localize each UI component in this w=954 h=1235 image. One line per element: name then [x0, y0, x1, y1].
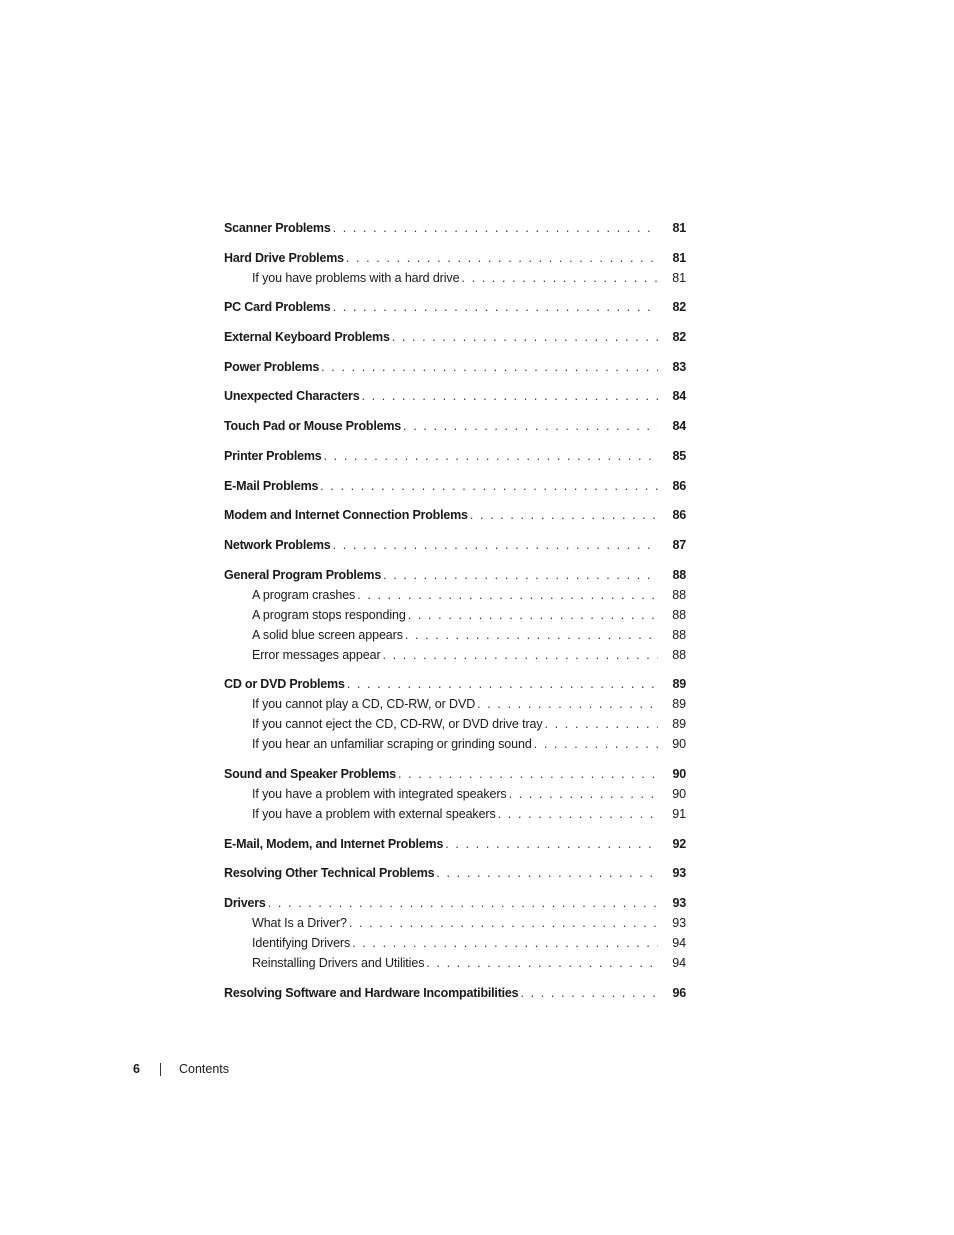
toc-subentry[interactable]	[224, 268, 686, 288]
dot-leader	[543, 714, 658, 734]
dot-leader	[322, 446, 658, 466]
dot-leader	[507, 784, 658, 804]
dot-leader	[496, 804, 658, 824]
footer-section-label: Contents	[179, 1062, 230, 1076]
toc-page-number: 94	[672, 956, 686, 970]
toc-entry-label: General Program Problems	[224, 567, 382, 582]
dot-leader	[532, 734, 658, 754]
dot-leader	[424, 953, 658, 973]
footer-divider	[160, 1063, 161, 1076]
entry-spacer	[224, 238, 686, 248]
toc-page-number: 88	[672, 587, 686, 602]
toc-entry[interactable]	[224, 297, 686, 317]
entry-spacer	[224, 317, 686, 327]
dot-leader	[355, 585, 658, 605]
toc-page-number: 93	[672, 916, 686, 930]
toc-entry[interactable]	[224, 248, 686, 268]
toc-page-number: 82	[672, 300, 686, 315]
toc-subentry[interactable]	[224, 605, 686, 625]
toc-entry-label: Sound and Speaker Problems	[224, 766, 396, 781]
toc-entry-label: E-Mail Problems	[224, 478, 319, 493]
toc-entry[interactable]	[224, 535, 686, 555]
table-of-contents	[224, 218, 686, 1003]
dot-leader	[344, 248, 658, 268]
toc-entry-label: What Is a Driver?	[252, 916, 347, 930]
page-footer	[133, 1062, 229, 1076]
entry-spacer	[224, 555, 686, 565]
dot-leader	[468, 505, 658, 525]
toc-entry-label: A program crashes	[252, 587, 356, 602]
toc-entry-label: Touch Pad or Mouse Problems	[224, 419, 402, 434]
entry-spacer	[224, 466, 686, 476]
toc-page-number: 88	[672, 607, 686, 622]
dot-leader	[345, 674, 658, 694]
toc-entry-label: Network Problems	[224, 537, 331, 552]
toc-entry[interactable]	[224, 416, 686, 436]
entry-spacer	[224, 754, 686, 764]
toc-entry-label: If you cannot play a CD, CD-RW, or DVD	[252, 697, 476, 712]
toc-entry-label: A solid blue screen appears	[252, 627, 403, 642]
toc-entry-label: Power Problems	[224, 359, 320, 374]
toc-page-number: 90	[672, 786, 686, 801]
toc-page-number: 93	[672, 896, 686, 910]
toc-subentry[interactable]	[224, 585, 686, 605]
toc-page-number: 84	[672, 389, 686, 404]
dot-leader	[318, 476, 658, 496]
toc-entry[interactable]	[224, 983, 686, 1003]
toc-entry-label: If you cannot eject the CD, CD-RW, or DVD drive tray	[252, 717, 543, 732]
toc-entry[interactable]	[224, 893, 686, 913]
toc-subentry[interactable]	[224, 913, 686, 933]
toc-entry-label: External Keyboard Problems	[224, 330, 390, 345]
entry-spacer	[224, 406, 686, 416]
toc-entry-label: E-Mail, Modem, and Internet Problems	[224, 836, 444, 851]
toc-page-number: 89	[672, 677, 686, 692]
dot-leader	[359, 386, 658, 406]
toc-subentry[interactable]	[224, 645, 686, 665]
toc-page-number: 88	[672, 627, 686, 642]
entry-spacer	[224, 377, 686, 387]
toc-entry[interactable]	[224, 834, 686, 854]
toc-page-number: 94	[672, 936, 686, 950]
toc-entry-label: Printer Problems	[224, 448, 322, 463]
toc-page-number: 83	[672, 359, 686, 374]
toc-subentry[interactable]	[224, 933, 686, 953]
toc-page-number: 81	[672, 221, 686, 235]
toc-entry[interactable]	[224, 674, 686, 694]
toc-page-number: 91	[672, 806, 686, 821]
dot-leader	[347, 913, 658, 933]
toc-subentry[interactable]	[224, 625, 686, 645]
toc-entry-label: If you have a problem with integrated speakers	[252, 786, 507, 801]
toc-entry-label: PC Card Problems	[224, 300, 331, 315]
toc-entry[interactable]	[224, 327, 686, 347]
toc-page-number: 87	[672, 537, 686, 552]
dot-leader	[319, 357, 658, 377]
entry-spacer	[224, 883, 686, 893]
page-number: 6	[133, 1062, 140, 1076]
toc-entry-label: Drivers	[224, 896, 266, 910]
toc-page-number: 96	[672, 985, 686, 1000]
entry-spacer	[224, 665, 686, 675]
toc-subentry[interactable]	[224, 714, 686, 734]
toc-page-number: 82	[672, 330, 686, 345]
toc-page-number: 90	[672, 766, 686, 781]
toc-subentry[interactable]	[224, 804, 686, 824]
dot-leader	[390, 327, 658, 347]
dot-leader	[443, 834, 658, 854]
toc-entry-label: A program stops responding	[252, 607, 406, 622]
dot-leader	[381, 645, 658, 665]
toc-entry[interactable]	[224, 505, 686, 525]
toc-entry[interactable]	[224, 218, 686, 238]
dot-leader	[331, 297, 658, 317]
toc-page-number: 93	[672, 866, 686, 881]
toc-entry-label: Unexpected Characters	[224, 389, 360, 404]
toc-entry-label: Modem and Internet Connection Problems	[224, 508, 468, 523]
toc-page-number: 81	[672, 270, 686, 285]
toc-entry-label: Resolving Software and Hardware Incompatibilities	[224, 985, 519, 1000]
toc-page-number: 89	[672, 717, 686, 732]
toc-page-number: 88	[672, 567, 686, 582]
toc-entry-label: Scanner Problems	[224, 221, 331, 235]
toc-page-number: 89	[672, 697, 686, 712]
toc-page-number: 92	[672, 836, 686, 851]
dot-leader	[434, 863, 658, 883]
toc-subentry[interactable]	[224, 953, 686, 973]
toc-entry-label: If you have a problem with external speakers	[252, 806, 496, 821]
dot-leader	[406, 605, 658, 625]
toc-subentry[interactable]	[224, 694, 686, 714]
toc-entry-label: Error messages appear	[252, 647, 381, 662]
toc-subentry[interactable]	[224, 734, 686, 754]
dot-leader	[401, 416, 658, 436]
toc-page-number: 88	[672, 647, 686, 662]
toc-entry[interactable]	[224, 357, 686, 377]
dot-leader	[381, 565, 658, 585]
toc-entry-label: If you have problems with a hard drive	[252, 270, 460, 285]
entry-spacer	[224, 525, 686, 535]
dot-leader	[266, 893, 658, 913]
entry-spacer	[224, 854, 686, 864]
toc-entry-label: If you hear an unfamiliar scraping or grinding sound	[252, 737, 532, 752]
toc-entry[interactable]	[224, 386, 686, 406]
dot-leader	[403, 625, 658, 645]
toc-page-number: 85	[672, 448, 686, 463]
toc-subentry[interactable]	[224, 784, 686, 804]
dot-leader	[331, 218, 658, 238]
dot-leader	[475, 694, 658, 714]
toc-entry[interactable]	[224, 476, 686, 496]
entry-spacer	[224, 436, 686, 446]
toc-entry[interactable]	[224, 764, 686, 784]
dot-leader	[396, 764, 658, 784]
toc-entry-label: Reinstalling Drivers and Utilities	[252, 956, 425, 970]
entry-spacer	[224, 347, 686, 357]
toc-entry-label: CD or DVD Problems	[224, 677, 345, 692]
entry-spacer	[224, 496, 686, 506]
dot-leader	[459, 268, 658, 288]
entry-spacer	[224, 824, 686, 834]
toc-entry[interactable]	[224, 565, 686, 585]
toc-page-number: 90	[672, 737, 686, 752]
toc-page-number: 86	[672, 478, 686, 493]
toc-entry-label: Identifying Drivers	[252, 936, 351, 950]
dot-leader	[518, 983, 658, 1003]
toc-entry[interactable]	[224, 863, 686, 883]
toc-entry[interactable]	[224, 446, 686, 466]
toc-page-number: 81	[672, 250, 686, 265]
entry-spacer	[224, 973, 686, 983]
toc-page-number: 86	[672, 508, 686, 523]
toc-entry-label: Resolving Other Technical Problems	[224, 866, 435, 881]
dot-leader	[350, 933, 658, 953]
toc-entry-label: Hard Drive Problems	[224, 250, 344, 265]
entry-spacer	[224, 288, 686, 298]
dot-leader	[331, 535, 658, 555]
toc-page-number: 84	[672, 419, 686, 434]
